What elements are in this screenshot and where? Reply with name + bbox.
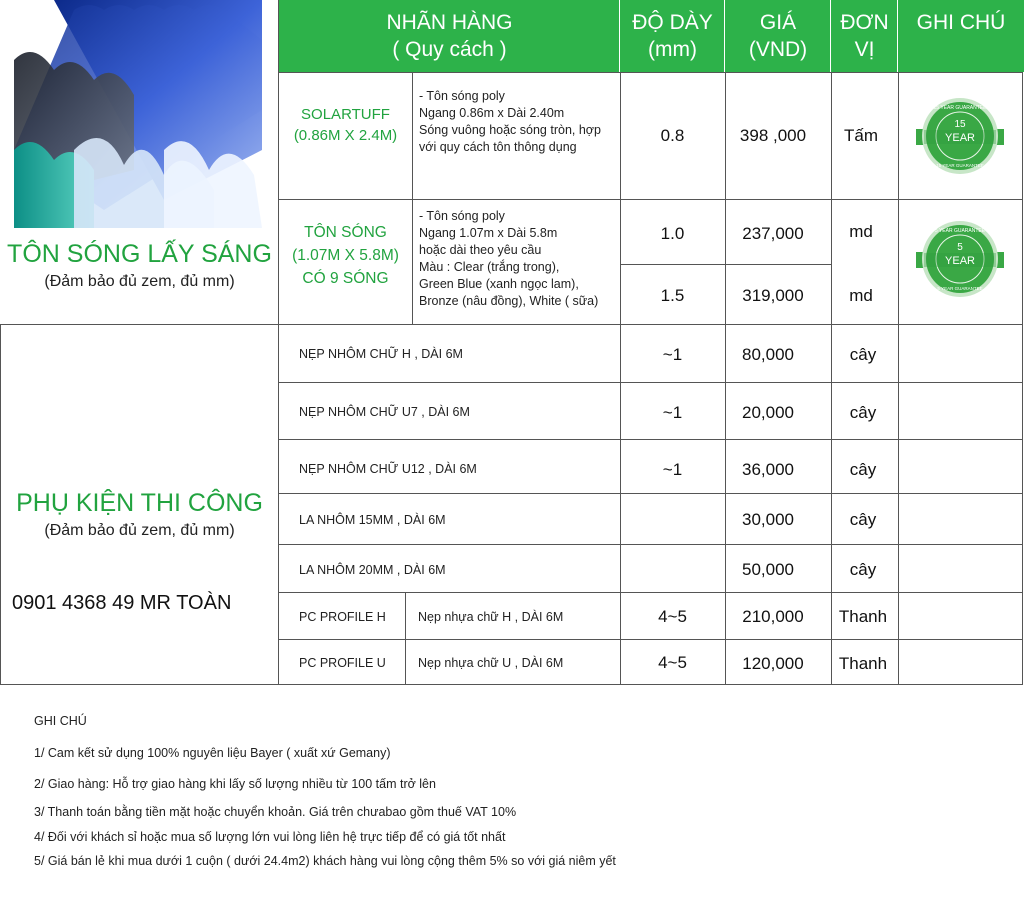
grid-line (0, 324, 1023, 325)
badge1-number: 15 (954, 119, 966, 130)
grid-line (279, 439, 1023, 440)
accessory-row-4-price: 30,000 (742, 510, 794, 529)
accessory-row-6-unit: Thanh (838, 607, 888, 626)
accessory-row-7-name: PC PROFILE U (299, 656, 386, 670)
badge1-word: YEAR (945, 132, 975, 144)
guarantee-badge-5-year (914, 218, 1006, 300)
accessory-row-1-thickness: ~1 (662, 345, 683, 364)
guarantee-badge-15-year (914, 95, 1006, 177)
accessory-row-2-unit: cây (849, 403, 877, 422)
badge2-word: YEAR (945, 255, 975, 267)
accessory-row-4-name: LA NHÔM 15MM , DÀI 6M (299, 513, 446, 527)
section1-title: TÔN SÓNG LẤY SÁNG (7, 240, 272, 268)
product1-thickness: 0.8 (660, 126, 685, 145)
notes-title: GHI CHÚ (34, 714, 87, 728)
accessory-row-7-unit: Thanh (838, 654, 888, 673)
product2-row1-price: 237,000 (742, 224, 804, 243)
section2-title: PHỤ KIỆN THI CÔNG (16, 489, 263, 517)
accessory-row-3-thickness: ~1 (662, 460, 683, 479)
accessory-row-1-unit: cây (849, 345, 877, 364)
badge2-number: 5 (957, 242, 963, 253)
note-item-5: 5/ Giá bán lẻ khi mua dưới 1 cuộn ( dưới 24.4m2) khách hàng vui lòng cộng thêm 5% so với giá niêm yết (34, 854, 616, 868)
header-unit: ĐƠN VỊ (831, 0, 898, 72)
grid-line (725, 72, 726, 685)
grid-line (279, 592, 1023, 593)
grid-line (620, 264, 832, 265)
accessory-row-3-name: NẸP NHÔM CHỮ U12 , DÀI 6M (299, 462, 477, 476)
badge2-bottom: 5 YEAR GUARANTEE (937, 286, 983, 291)
accessory-row-2-name: NẸP NHÔM CHỮ U7 , DÀI 6M (299, 405, 470, 419)
badge1-top: 15 YEAR GUARANTEE (933, 105, 987, 111)
grid-line (620, 72, 621, 685)
accessory-row-7-thickness: 4~5 (658, 653, 687, 672)
accessory-row-6-thickness: 4~5 (658, 607, 687, 626)
header-price: GIÁ (VND) (725, 0, 831, 72)
grid-line (0, 324, 1, 685)
product1-desc: - Tôn sóng poly Ngang 0.86m x Dài 2.40m Sóng vuông hoặc sóng tròn, hợp với quy cách tôn thông dụng (419, 89, 601, 154)
product2-row2-unit: md (849, 286, 873, 305)
grid-line (278, 0, 279, 685)
note-item-4: 4/ Đối với khách sỉ hoặc mua số lượng lớn vui lòng liên hệ trực tiếp để có giá tốt nhất (34, 830, 506, 844)
product1-unit: Tấm (844, 126, 878, 145)
grid-line (412, 72, 413, 324)
accessory-row-1-price: 80,000 (742, 345, 794, 364)
accessory-row-6-price: 210,000 (742, 607, 804, 626)
note-item-1: 1/ Cam kết sử dụng 100% nguyên liệu Bayer ( xuất xứ Gemany) (34, 746, 391, 760)
header-thickness: ĐỘ DÀY (mm) (620, 0, 725, 72)
section1-subtitle: (Đảm bảo đủ zem, đủ mm) (44, 273, 235, 290)
badge1-bottom: 15 YEAR GUARANTEE (936, 163, 984, 168)
product2-desc: - Tôn sóng poly Ngang 1.07m x Dài 5.8m hoặc dài theo yêu cầu Màu : Clear (trắng trong), Green Blue (xanh ngọc lam), Bronze (nâu đồng), White ( sữa) (419, 209, 599, 308)
badge2-top: 5 YEAR GUARANTEE (934, 228, 986, 234)
accessory-row-2-price: 20,000 (742, 403, 794, 422)
product2-row2-price: 319,000 (742, 286, 804, 305)
grid-line (279, 72, 1023, 73)
note-item-3: 3/ Thanh toán bằng tiền mặt hoặc chuyển khoản. Giá trên chưabao gồm thuế VAT 10% (34, 805, 517, 819)
grid-line (279, 639, 1023, 640)
accessory-row-7-detail: Nẹp nhựa chữ U , DÀI 6M (418, 656, 564, 670)
header-brand: NHÃN HÀNG ( Quy cách ) (279, 0, 620, 72)
section2-subtitle: (Đảm bảo đủ zem, đủ mm) (44, 522, 235, 539)
grid-line (279, 199, 1023, 200)
accessory-row-5-price: 50,000 (742, 560, 794, 579)
accessory-row-4-unit: cây (849, 510, 877, 529)
accessory-row-1-name: NẸP NHÔM CHỮ H , DÀI 6M (299, 347, 463, 361)
product1-price: 398 ,000 (739, 126, 807, 145)
note-item-2: 2/ Giao hàng: Hỗ trợ giao hàng khi lấy số lượng nhiều từ 100 tấm trở lên (34, 777, 436, 791)
product2-row1-thickness: 1.0 (660, 224, 685, 243)
accessory-row-3-price: 36,000 (742, 460, 794, 479)
grid-line (898, 72, 899, 685)
grid-line (831, 72, 832, 685)
grid-line (0, 684, 1023, 685)
accessory-row-3-unit: cây (849, 460, 877, 479)
accessory-row-7-price: 120,000 (742, 654, 804, 673)
accessory-row-5-unit: cây (849, 560, 877, 579)
grid-line (279, 544, 1023, 545)
accessory-row-6-detail: Nẹp nhựa chữ H , DÀI 6M (418, 610, 564, 624)
contact-phone: 0901 4368 49 MR TOÀN (12, 592, 232, 614)
product2-row2-thickness: 1.5 (660, 286, 685, 305)
grid-line (279, 382, 1023, 383)
product2-row1-unit: md (849, 222, 873, 241)
accessory-row-6-name: PC PROFILE H (299, 610, 386, 624)
accessory-row-2-thickness: ~1 (662, 403, 683, 422)
product1-name: SOLARTUFF (0.86M X 2.4M) (293, 106, 398, 144)
header-note: GHI CHÚ (898, 0, 1024, 72)
accessory-row-5-name: LA NHÔM 20MM , DÀI 6M (299, 563, 446, 577)
product-image (14, 0, 262, 228)
product2-name: TÔN SÓNG (1.07M X 5.8M) CÓ 9 SÓNG (292, 224, 399, 287)
grid-line (279, 493, 1023, 494)
grid-line (1022, 72, 1023, 685)
